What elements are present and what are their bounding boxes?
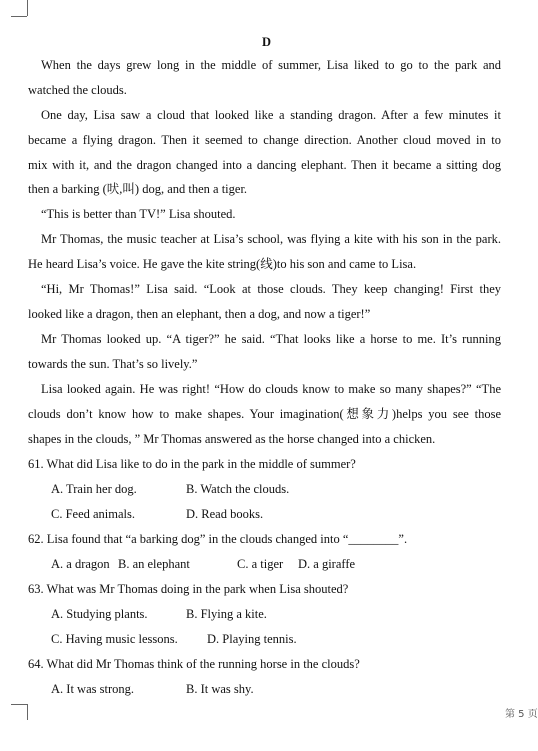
answer-option: C. a tiger xyxy=(237,557,284,571)
passage-line: Lisa looked again. He was right! “How do clouds know to make so many shapes?” “The xyxy=(41,382,501,396)
answer-option: D. a giraffe xyxy=(298,557,356,571)
question-stem: 63. What was Mr Thomas doing in the park when Lisa shouted? xyxy=(28,582,349,596)
passage-line: One day, Lisa saw a cloud that looked like a standing dragon. After a few minutes it xyxy=(41,108,501,122)
passage-line: then a barking (吠,叫) dog, and then a tiger. xyxy=(28,182,248,196)
passage-line: clouds don’t know how to make shapes. Your imagination(想象力)helps you see those xyxy=(28,407,501,421)
passage-line: watched the clouds. xyxy=(28,83,127,97)
passage-title: D xyxy=(261,35,272,49)
answer-option: B. It was shy. xyxy=(186,682,254,696)
passage-line: When the days grew long in the middle of summer, Lisa liked to go to the park and xyxy=(41,58,501,72)
answer-option: D. Playing tennis. xyxy=(207,632,297,646)
answer-option: A. Train her dog. xyxy=(51,482,137,496)
page-number: 第 5 页 xyxy=(505,709,538,720)
passage-line: mix with it, and the dragon changed into a dancing elephant. Then it became a sitting dog xyxy=(28,158,501,172)
passage-line: looked like a dragon, then an elephant, then a dog, and now a tiger!” xyxy=(28,307,371,321)
question-stem: 64. What did Mr Thomas think of the running horse in the clouds? xyxy=(28,657,360,671)
passage-line: “Hi, Mr Thomas!” Lisa said. “Look at those clouds. They keep changing! First they xyxy=(41,282,501,296)
answer-option: B. Watch the clouds. xyxy=(186,482,290,496)
passage-line: He heard Lisa’s voice. He gave the kite string(线)to his son and came to Lisa. xyxy=(28,257,417,271)
crop-mark-bottom-left xyxy=(11,704,27,705)
passage-line: Mr Thomas looked up. “A tiger?” he said. “That looks like a horse to me. It’s running xyxy=(41,332,501,346)
answer-option: A. It was strong. xyxy=(51,682,134,696)
answer-option: A. a dragon xyxy=(51,557,110,571)
question-stem: 61. What did Lisa like to do in the park in the middle of summer? xyxy=(28,457,356,471)
crop-mark-bottom-left xyxy=(27,704,28,720)
question-stem: 62. Lisa found that “a barking dog” in the clouds changed into “________”. xyxy=(28,532,408,546)
answer-option: B. an elephant xyxy=(118,557,190,571)
passage-line: “This is better than TV!” Lisa shouted. xyxy=(41,207,236,221)
answer-option: C. Having music lessons. xyxy=(51,632,178,646)
passage-line: shapes in the clouds, ” Mr Thomas answered as the horse changed into a chicken. xyxy=(28,432,436,446)
answer-option: B. Flying a kite. xyxy=(186,607,267,621)
answer-option: C. Feed animals. xyxy=(51,507,136,521)
passage-line: became a flying dragon. Then it seemed to change direction. Another cloud moved in to xyxy=(28,133,501,147)
answer-option: D. Read books. xyxy=(186,507,264,521)
answer-option: A. Studying plants. xyxy=(51,607,148,621)
passage-line: towards the sun. That’s so lively.” xyxy=(28,357,198,371)
passage-line: Mr Thomas, the music teacher at Lisa’s school, was flying a kite with his son in the park. xyxy=(41,232,501,246)
crop-mark-top-left xyxy=(27,0,28,16)
crop-mark-top-left xyxy=(11,16,27,17)
